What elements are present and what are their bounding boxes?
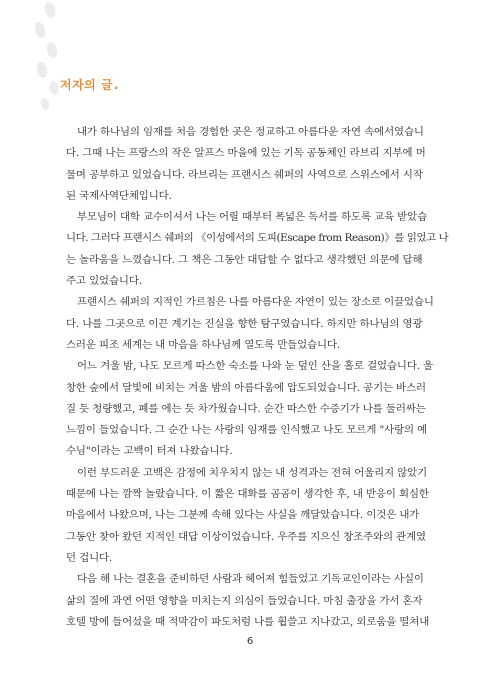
text-line: 느낌이 들었습니다. 그 순간 나는 사랑의 임재를 인식했고 나도 모르게 "사랑의 예	[66, 424, 428, 437]
body-text	[66, 122, 449, 633]
text-line: 호텔 방에 들어섰을 때 적막감이 파도처럼 나를 휩쓸고 지나갔고, 외로움을 떨쳐내	[66, 615, 430, 628]
text-line: 어느 겨울 밤, 나도 모르게 따스한 숙소를 나와 눈 덮인 산을 홀로 걸었습니다. 울	[77, 360, 434, 373]
text-line: 부모님이 대학 교수이셔서 나는 어릴 때부터 폭넓은 독서를 하도록 교육 받았습	[77, 211, 428, 224]
text-line: 그동안 찾아 왔던 지적인 대답 이상이었습니다. 우주를 지으신 창조주와의 관계였	[66, 530, 426, 543]
text-line: 삶의 질에 과연 어떤 영향을 미치는지 의심이 들었습니다. 마침 출장을 가서 혼자	[66, 594, 423, 607]
text-line: 다. 그때 나는 프랑스의 작은 알프스 마을에 있는 기독 공동체인 라브리 지부에 머	[66, 147, 426, 160]
footprints-icon	[0, 0, 80, 110]
text-line: 는 놀라움을 느꼈습니다. 그 책은 그동안 대답할 수 없다고 생각했던 의문에 답해	[66, 253, 423, 266]
text-line: 던 겁니다.	[66, 551, 113, 564]
text-line: 창한 숲에서 달빛에 비치는 겨울 밤의 아름다움에 압도되었습니다. 공기는 바스러	[66, 381, 426, 394]
text-line: 마음에서 나왔으며, 나는 그분께 속해 있다는 사실을 깨달았습니다. 이것은 내가	[66, 509, 420, 522]
section-title-text: 저자의 글	[60, 78, 114, 92]
text-line: 내가 하나님의 임재를 처음 경험한 곳은 정교하고 아름다운 자연 속에서였습니	[77, 126, 424, 138]
text-line: 된 국제사역단체입니다.	[66, 189, 172, 202]
section-title	[60, 76, 119, 93]
text-line: 이런 부드러운 고백은 감정에 치우치지 않는 내 성격과는 전혀 어울리지 않았기	[77, 466, 428, 479]
page-number: 6	[246, 636, 254, 647]
text-line: 프랜시스 쉐퍼의 지적인 가르침은 나를 아름다운 자연이 있는 장소로 이끌었습니	[77, 296, 434, 309]
text-line: 질 듯 청량했고, 폐를 에는 듯 차가웠습니다. 순간 따스한 수증기가 나를 둘러싸는	[66, 402, 426, 415]
title-dot: .	[114, 78, 120, 92]
text-line: 주고 있었습니다.	[66, 275, 142, 288]
text-line: 다음 해 나는 결혼을 준비하던 사람과 헤어져 힘들었고 기독교인이라는 사실이	[77, 573, 424, 586]
text-line: 때문에 나는 깜짝 놀랐습니다. 이 짧은 대화를 곰곰이 생각한 후, 내 반응이 회심한	[66, 488, 429, 501]
text-line: 스러운 피조 세계는 내 마음을 하나님께 열도록 만들었습니다.	[66, 338, 341, 351]
text-line: 물며 공부하고 있었습니다. 라브리는 프랜시스 쉐퍼의 사역으로 스위스에서 시작	[66, 168, 423, 181]
text-line: 다. 나를 그곳으로 이끈 계기는 진실을 향한 탐구였습니다. 하지만 하나님의 영광	[66, 317, 423, 330]
text-line: 니다. 그러다 프랜시스 쉐퍼의 《이성에서의 도피(Escape from Reason)》를 읽었고 나	[66, 232, 449, 245]
text-line: 수님"이라는 고백이 터져 나왔습니다.	[66, 445, 233, 458]
